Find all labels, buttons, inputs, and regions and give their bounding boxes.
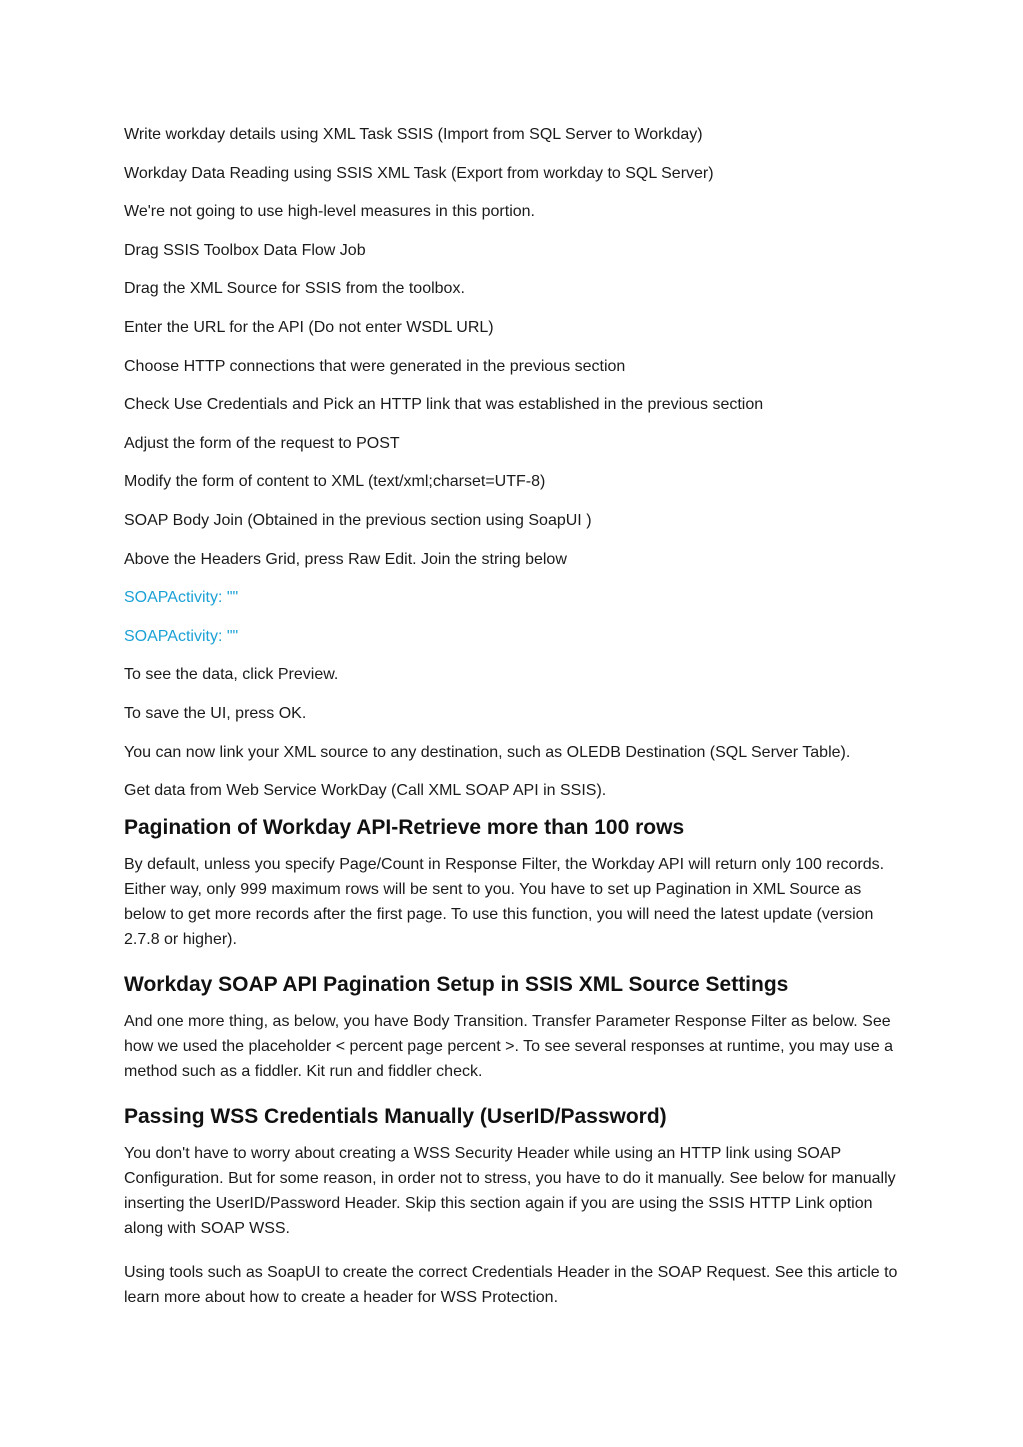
- step-line: Above the Headers Grid, press Raw Edit. Join the string below: [124, 550, 567, 568]
- step-line: Adjust the form of the request to POST: [124, 434, 400, 452]
- section-heading-pagination: Pagination of Workday API-Retrieve more than 100 rows: [124, 816, 685, 840]
- step-line: Workday Data Reading using SSIS XML Task (Export from workday to SQL Server): [124, 164, 714, 182]
- step-line: Drag the XML Source for SSIS from the toolbox.: [124, 280, 465, 298]
- step-line: Enter the URL for the API (Do not enter WSDL URL): [124, 318, 494, 336]
- step-line: Check Use Credentials and Pick an HTTP link that was established in the previous section: [124, 396, 764, 414]
- section-paragraph: And one more thing, as below, you have Body Transition. Transfer Parameter Response Filter as below. See how we used the placeholder < percent page percent >. To see several responses at runtime, you may use a method such as a fiddler. Kit run and fiddler check.: [124, 1013, 894, 1081]
- step-line: Write workday details using XML Task SSIS (Import from SQL Server to Workday): [124, 126, 703, 143]
- step-line: SOAP Body Join (Obtained in the previous section using SoapUI ): [124, 511, 592, 529]
- step-line: Modify the form of content to XML (text/xml;charset=UTF-8): [124, 473, 546, 491]
- soap-action-header-line: SOAPActivity: "": [124, 589, 239, 607]
- section-heading-pagination-setup: Workday SOAP API Pagination Setup in SSIS XML Source Settings: [124, 973, 789, 997]
- section-paragraph: Using tools such as SoapUI to create the correct Credentials Header in the SOAP Request. See this article to learn more about how to create a header for WSS Protection.: [124, 1264, 898, 1307]
- step-line: To see the data, click Preview.: [124, 666, 339, 684]
- section-paragraph: You don't have to worry about creating a WSS Security Header while using an HTTP link using SOAP Configuration. But for some reason, in order not to stress, you have to do it manually. See below for manually inserting the UserID/Password Header. Skip this section again if you are using the SSIS HTTP Link option along with SOAP WSS.: [124, 1145, 896, 1238]
- step-line: Drag SSIS Toolbox Data Flow Job: [124, 241, 366, 259]
- section-paragraph: By default, unless you specify Page/Count in Response Filter, the Workday API will return only 100 records. Either way, only 999 maximum rows will be sent to you. You have to set up Pagination in XML Source as below to get more records after the first page. To use this function, you will need the latest update (version 2.7.8 or higher).: [124, 856, 885, 949]
- step-line: Choose HTTP connections that were generated in the previous section: [124, 357, 626, 375]
- step-line: Get data from Web Service WorkDay (Call XML SOAP API in SSIS).: [124, 782, 607, 800]
- section-heading-wss-credentials: Passing WSS Credentials Manually (UserID/Password): [124, 1105, 667, 1129]
- step-line: To save the UI, press OK.: [124, 704, 307, 722]
- step-line: You can now link your XML source to any destination, such as OLEDB Destination (SQL Server Table).: [124, 743, 851, 761]
- step-line: We're not going to use high-level measures in this portion.: [124, 203, 535, 221]
- soap-action-header-line: SOAPActivity: "": [124, 627, 239, 645]
- document-page: [124, 124, 904, 1329]
